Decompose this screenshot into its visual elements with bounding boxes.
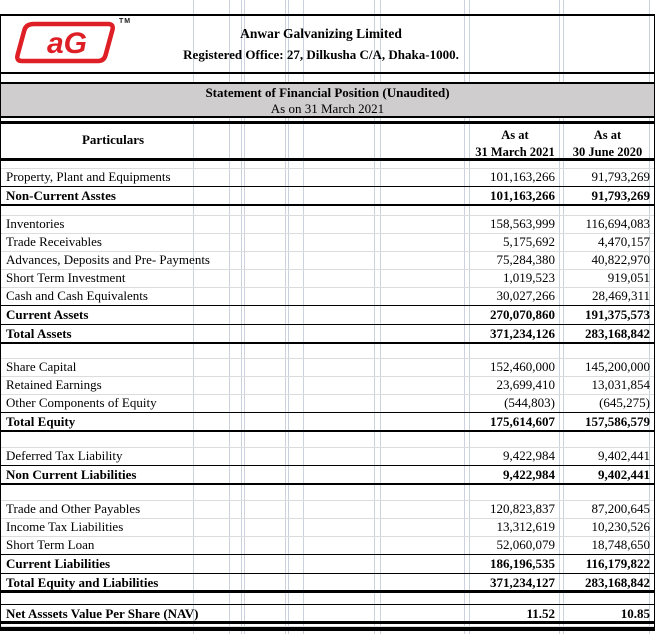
row-label: Short Term Investment: [6, 270, 126, 285]
row-label: Share Capital: [6, 359, 77, 374]
row-label: Trade and Other Payables: [6, 501, 141, 516]
row-value-2020: 10.85: [620, 606, 650, 621]
row-value-2020: 4,470,157: [598, 234, 650, 249]
row-value-2020: 9,402,441: [598, 467, 650, 482]
row-label: Retained Earnings: [6, 377, 102, 392]
row-value-2020: 919,051: [607, 270, 650, 285]
row-value-2021: 13,312,619: [496, 519, 555, 534]
row-value-2020: 157,586,579: [585, 414, 650, 429]
table-row: [1, 501, 654, 519]
spacer-row: [1, 74, 654, 82]
row-value-2021: 371,234,127: [490, 575, 555, 590]
table-row: [1, 377, 654, 395]
spacer-row: [1, 485, 654, 501]
col-header-line1: As at: [501, 128, 529, 142]
statement-subtitle: As on 31 March 2021: [270, 101, 385, 116]
row-value-2020: (645,275): [599, 395, 650, 410]
table-row: [1, 306, 654, 325]
statement-title: Statement of Financial Position (Unaudited): [205, 85, 450, 100]
svg-text:aG: aG: [46, 27, 88, 60]
row-label: Income Tax Liabilities: [6, 519, 124, 534]
spacer-row: [1, 344, 654, 359]
statement-banner: [1, 82, 654, 118]
table-row: [1, 252, 654, 270]
table-row: [1, 395, 654, 413]
row-value-2020: 91,793,269: [591, 188, 650, 203]
table-body: [1, 161, 654, 627]
row-value-2020: 91,793,269: [591, 169, 650, 184]
row-value-2021: 158,563,999: [490, 216, 555, 231]
spacer-row: [1, 593, 654, 605]
trademark-symbol: TM: [119, 18, 132, 25]
row-value-2021: 1,019,523: [503, 270, 555, 285]
col-header-line1: As at: [593, 128, 622, 142]
row-value-2021: 270,070,860: [490, 307, 555, 322]
table-row: [1, 288, 654, 306]
row-value-2021: 186,196,535: [490, 556, 555, 571]
row-value-2021: 371,234,126: [490, 326, 555, 341]
row-label: Deferred Tax Liability: [6, 448, 123, 463]
row-value-2021: 9,422,984: [503, 448, 555, 463]
col-march-2021-header: [469, 124, 561, 158]
row-label: Net Asssets Value Per Share (NAV): [6, 606, 199, 621]
row-label: Other Components of Equity: [6, 395, 157, 410]
row-value-2020: 87,200,645: [591, 501, 650, 516]
table-row: [1, 270, 654, 288]
spacer-row: [1, 432, 654, 448]
financial-statement-sheet: [0, 14, 655, 631]
row-value-2021: 101,163,266: [490, 169, 555, 184]
row-label: Total Assets: [6, 326, 72, 341]
particulars-column-header: Particulars: [81, 132, 145, 147]
table-row: [1, 537, 654, 555]
row-value-2020: 145,200,000: [585, 359, 650, 374]
table-row: [1, 466, 654, 485]
row-value-2021: (544,803): [504, 395, 555, 410]
table-row: [1, 187, 654, 206]
row-value-2020: 116,179,822: [585, 556, 650, 571]
table-row: [1, 234, 654, 252]
row-value-2021: 120,823,837: [490, 501, 555, 516]
row-label: Property, Plant and Equipments: [6, 169, 171, 184]
table-row: [1, 519, 654, 537]
row-label: Cash and Cash Equivalents: [6, 288, 148, 303]
row-label: Current Assets: [6, 307, 89, 322]
table-row: [1, 448, 654, 466]
col-june-2020-header: [561, 124, 654, 158]
row-label: Non-Current Asstes: [6, 188, 116, 203]
table-row: [1, 605, 654, 624]
row-value-2021: 9,422,984: [503, 467, 555, 482]
table-row: [1, 413, 654, 432]
row-label: Current Liabilities: [6, 556, 111, 571]
row-value-2021: 75,284,380: [496, 252, 555, 267]
row-value-2020: 283,168,842: [585, 326, 650, 341]
company-header: [1, 16, 654, 74]
table-row: [1, 555, 654, 574]
spacer-row: [1, 206, 654, 216]
row-value-2021: 30,027,266: [496, 288, 555, 303]
table-row: [1, 325, 654, 344]
row-label: Trade Receivables: [6, 234, 102, 249]
spacer-row: [1, 624, 654, 627]
table-header: [1, 121, 654, 161]
company-address: Registered Office: 27, Dilkusha C/A, Dhaka-1000.: [183, 47, 459, 62]
row-value-2021: 23,699,410: [496, 377, 555, 392]
table-row: [1, 216, 654, 234]
row-value-2020: 40,822,970: [591, 252, 650, 267]
table-row: [1, 359, 654, 377]
row-value-2021: 101,163,266: [490, 188, 555, 203]
row-value-2021: 11.52: [526, 606, 555, 621]
header-filler: [225, 124, 469, 158]
row-value-2021: 152,460,000: [490, 359, 555, 374]
row-label: Non Current Liabilities: [6, 467, 137, 482]
company-name: Anwar Galvanizing Limited: [240, 26, 402, 41]
row-value-2020: 191,375,573: [585, 307, 650, 322]
spacer-row: [1, 161, 654, 169]
row-label: Total Equity and Liabilities: [6, 575, 159, 590]
row-value-2021: 5,175,692: [503, 234, 555, 249]
row-label: Total Equity: [6, 414, 76, 429]
row-label: Advances, Deposits and Pre- Payments: [6, 252, 210, 267]
row-value-2020: 18,748,650: [591, 537, 650, 552]
row-value-2020: 116,694,083: [585, 216, 650, 231]
col-header-line2: 31 March 2021: [475, 145, 555, 158]
row-value-2020: 10,230,526: [591, 519, 650, 534]
row-value-2020: 13,031,854: [591, 377, 650, 392]
row-value-2021: 175,614,607: [490, 414, 555, 429]
row-value-2020: 28,469,311: [591, 288, 650, 303]
row-label: Inventories: [6, 216, 65, 231]
table-row: [1, 169, 654, 187]
company-text-block: [1, 23, 641, 65]
table-row: [1, 574, 654, 593]
row-value-2020: 283,168,842: [585, 575, 650, 590]
col-header-line2: 30 June 2020: [572, 145, 643, 158]
row-value-2021: 52,060,079: [496, 537, 555, 552]
row-label: Short Term Loan: [6, 537, 95, 552]
row-value-2020: 9,402,441: [598, 448, 650, 463]
